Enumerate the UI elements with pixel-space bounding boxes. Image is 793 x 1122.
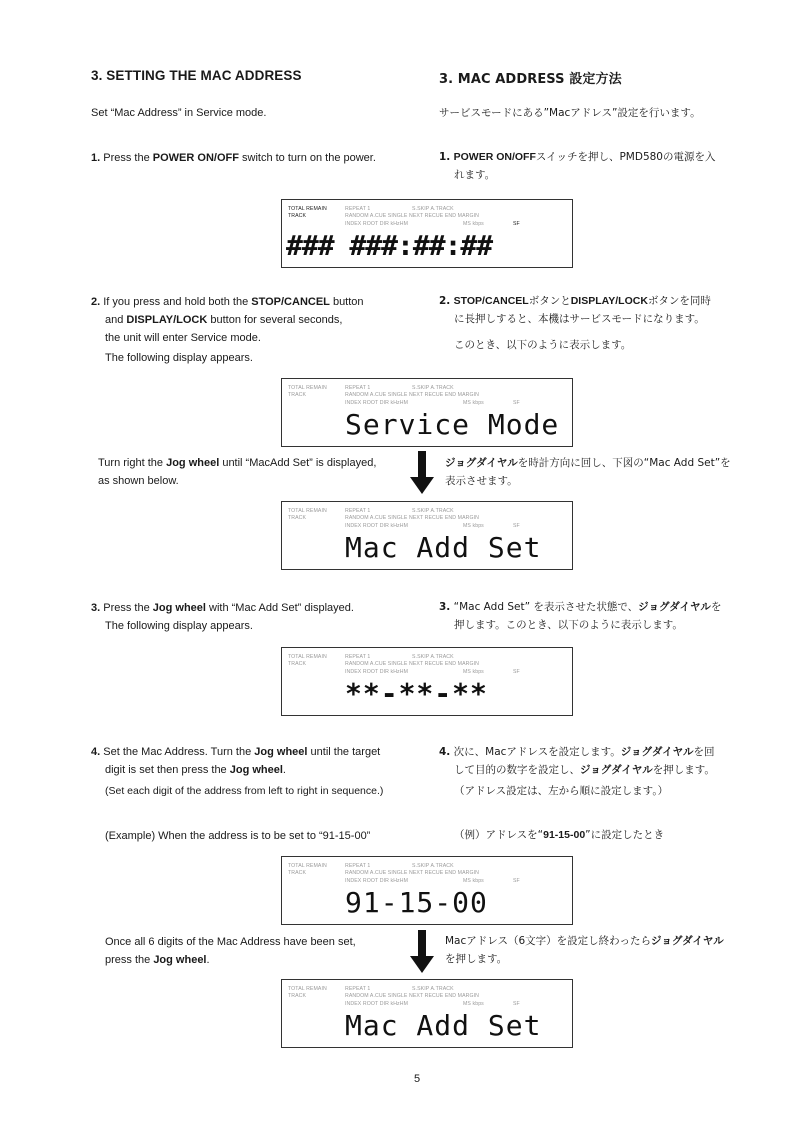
jog1-en — [98, 454, 376, 490]
text: until “MacAdd Set” is displayed, — [219, 457, 377, 469]
bold-text: 91-15-00 — [543, 829, 586, 841]
text: を押します。 — [445, 953, 508, 965]
bold-text: ジョグダイヤル — [651, 935, 724, 947]
page-number: 5 — [414, 1073, 421, 1085]
lcd-sf-label: SF — [513, 878, 520, 884]
lcd-row3-labels: INDEX ROOT DIR kHzHM — [345, 523, 409, 529]
intro-jp: サービスモードにある”Macアドレス”設定を行います。 — [439, 107, 701, 119]
bold-text: Jog wheel — [229, 764, 283, 776]
step-number: 3. — [439, 601, 451, 613]
lcd-display-address-blank — [281, 647, 573, 716]
lcd-row3-labels: INDEX ROOT DIR kHzHM — [345, 878, 409, 884]
text: press the — [105, 954, 154, 966]
step-number: 2. — [439, 295, 451, 307]
down-arrow-icon — [407, 930, 437, 974]
lcd-row2-labels: RANDOM A.CUE SINGLE NEXT RECUE END MARGIN — [345, 213, 479, 219]
final-en — [105, 933, 356, 969]
step2-en — [91, 293, 401, 367]
text: 押します。このとき、以下のように表示します。 — [454, 619, 683, 631]
lcd-row3-labels: INDEX ROOT DIR kHzHM — [345, 221, 409, 227]
jog1-jp — [445, 454, 755, 490]
bold-text: Jog wheel — [153, 954, 207, 966]
text: を回 — [693, 746, 715, 758]
text: れます。 — [454, 169, 496, 181]
lcd-repeat-label: REPEAT 1 — [345, 863, 371, 869]
step-number: 3. — [91, 602, 101, 614]
lcd-display-power-on — [281, 199, 573, 268]
text: button for several seconds, — [207, 314, 343, 326]
lcd-sf-label: SF — [513, 1001, 520, 1007]
text: until the target — [307, 746, 381, 758]
step1-jp — [439, 148, 759, 184]
step-number: 1. — [439, 151, 451, 163]
lcd-display-mac-add-set — [281, 501, 573, 570]
bold-text: POWER ON/OFF — [453, 151, 536, 163]
text: . — [206, 954, 210, 966]
text: に長押しすると、本機はサービスモードになります。 — [454, 313, 705, 325]
lcd-total-remain-label: TOTAL REMAIN — [288, 206, 327, 212]
lcd-sskip-label: S.SKIP A.TRACK — [412, 863, 454, 869]
lcd-ms-kbps-label: MS kbps — [463, 669, 484, 675]
lcd-row3-labels: INDEX ROOT DIR kHzHM — [345, 400, 409, 406]
step4-en — [91, 743, 383, 800]
bold-text: Jog wheel — [152, 602, 206, 614]
text: このとき、以下のように表示します。 — [454, 339, 632, 351]
lcd-track-label: TRACK — [288, 213, 307, 219]
text: ボタンを同時 — [647, 295, 711, 307]
lcd-repeat-label: REPEAT 1 — [345, 986, 371, 992]
example-jp — [454, 826, 664, 844]
lcd-display-address-example — [281, 856, 573, 925]
text: with “Mac Add Set” displayed. — [205, 602, 354, 614]
lcd-total-remain-label: TOTAL REMAIN — [288, 986, 327, 992]
text: button — [329, 296, 364, 308]
lcd-track-label: TRACK — [288, 993, 307, 999]
text: 次に、Macアドレスを設定します。 — [453, 746, 621, 758]
bold-text: STOP/CANCEL — [453, 295, 529, 307]
bold-text: ジョグダイヤル — [445, 457, 518, 469]
lcd-sskip-label: S.SKIP A.TRACK — [412, 986, 454, 992]
example-en: (Example) When the address is to be set to “91-15-00” — [105, 830, 371, 842]
text: して目的の数字を設定し、 — [454, 764, 580, 776]
step2-jp — [439, 292, 759, 354]
lcd-repeat-label: REPEAT 1 — [345, 508, 371, 514]
text: Press the — [103, 602, 153, 614]
lcd-sskip-label: S.SKIP A.TRACK — [412, 385, 454, 391]
text: Once all 6 digits of the Mac Address have been set, — [105, 936, 356, 948]
lcd-total-remain-label: TOTAL REMAIN — [288, 654, 327, 660]
heading-jp: 3. MAC ADDRESS 設定方法 — [439, 72, 622, 87]
lcd-total-remain-label: TOTAL REMAIN — [288, 385, 327, 391]
lcd-main-text: **-**-** — [345, 677, 488, 710]
lcd-display-mac-add-set-final — [281, 979, 573, 1048]
lcd-ms-kbps-label: MS kbps — [463, 400, 484, 406]
lcd-row2-labels: RANDOM A.CUE SINGLE NEXT RECUE END MARGIN — [345, 661, 479, 667]
lcd-sf-label: SF — [513, 523, 520, 529]
lcd-row2-labels: RANDOM A.CUE SINGLE NEXT RECUE END MARGIN — [345, 993, 479, 999]
lcd-ms-kbps-label: MS kbps — [463, 523, 484, 529]
step-number: 4. — [439, 746, 451, 758]
text: Set the Mac Address. Turn the — [103, 746, 255, 758]
lcd-sskip-label: S.SKIP A.TRACK — [412, 206, 454, 212]
text: digit is set then press the — [105, 764, 230, 776]
text: ”に設定したとき — [585, 829, 665, 841]
lcd-row3-labels: INDEX ROOT DIR kHzHM — [345, 669, 409, 675]
lcd-track-label: TRACK — [288, 392, 307, 398]
final-jp — [445, 932, 755, 968]
lcd-row3-labels: INDEX ROOT DIR kHzHM — [345, 1001, 409, 1007]
lcd-repeat-label: REPEAT 1 — [345, 385, 371, 391]
text: （アドレス設定は、左から順に設定します。） — [454, 785, 669, 797]
lcd-main-text: 91-15-00 — [345, 886, 488, 919]
lcd-repeat-label: REPEAT 1 — [345, 206, 371, 212]
text: ボタンと — [528, 295, 571, 307]
bold-text: Jog wheel — [166, 457, 220, 469]
lcd-repeat-label: REPEAT 1 — [345, 654, 371, 660]
text: 表示させます。 — [445, 475, 518, 487]
step3-jp — [439, 598, 759, 634]
lcd-track-label: TRACK — [288, 515, 307, 521]
lcd-display-service-mode — [281, 378, 573, 447]
step-number: 4. — [91, 746, 101, 758]
lcd-row2-labels: RANDOM A.CUE SINGLE NEXT RECUE END MARGIN — [345, 870, 479, 876]
intro-en: Set “Mac Address” in Service mode. — [91, 107, 267, 119]
text: (Set each digit of the address from left to right in sequence.) — [105, 785, 384, 797]
step-number: 2. — [91, 296, 101, 308]
text: Turn right the — [98, 457, 167, 469]
bold-text: ジョグダイヤル — [580, 764, 653, 776]
heading-en: 3. SETTING THE MAC ADDRESS — [91, 68, 302, 83]
text: Press the — [103, 152, 153, 164]
lcd-main-text: ### ###:##:## — [286, 229, 493, 262]
step-number: 1. — [91, 152, 101, 164]
lcd-total-remain-label: TOTAL REMAIN — [288, 508, 327, 514]
text: を押します。 — [652, 764, 715, 776]
bold-text: POWER ON/OFF — [152, 152, 239, 164]
lcd-main-text: Service Mode — [345, 408, 560, 441]
text: If you press and hold both the — [103, 296, 252, 308]
lcd-row2-labels: RANDOM A.CUE SINGLE NEXT RECUE END MARGIN — [345, 515, 479, 521]
lcd-sf-label: SF — [513, 400, 520, 406]
text: を時計方向に回し、下図の“Mac Add Set”を — [517, 457, 731, 469]
step1-en — [91, 149, 376, 167]
text: （例）アドレスを“ — [454, 829, 544, 841]
text: Macアドレス（6文字）を設定し終わったら — [445, 935, 652, 947]
text: The following display appears. — [105, 620, 253, 632]
down-arrow-icon — [407, 451, 437, 495]
lcd-sf-label: SF — [513, 221, 520, 227]
lcd-total-remain-label: TOTAL REMAIN — [288, 863, 327, 869]
bold-text: ジョグダイヤル — [638, 601, 711, 613]
bold-text: Jog wheel — [254, 746, 308, 758]
text: and — [105, 314, 127, 326]
lcd-sf-label: SF — [513, 669, 520, 675]
text: switch to turn on the power. — [238, 152, 376, 164]
lcd-sskip-label: S.SKIP A.TRACK — [412, 508, 454, 514]
lcd-sskip-label: S.SKIP A.TRACK — [412, 654, 454, 660]
step4-jp — [439, 743, 759, 800]
text: . — [282, 764, 286, 776]
step3-en — [91, 599, 354, 635]
text: as shown below. — [98, 475, 179, 487]
lcd-ms-kbps-label: MS kbps — [463, 221, 484, 227]
lcd-row2-labels: RANDOM A.CUE SINGLE NEXT RECUE END MARGIN — [345, 392, 479, 398]
lcd-main-text: Mac Add Set — [345, 1009, 542, 1042]
lcd-ms-kbps-label: MS kbps — [463, 1001, 484, 1007]
text: “Mac Add Set” を表示させた状態で、 — [453, 601, 639, 613]
text: を — [710, 601, 722, 613]
bold-text: STOP/CANCEL — [251, 296, 330, 308]
lcd-ms-kbps-label: MS kbps — [463, 878, 484, 884]
lcd-track-label: TRACK — [288, 661, 307, 667]
text: The following display appears. — [105, 352, 253, 364]
text: スイッチを押し、PMD580の電源を入 — [535, 151, 716, 163]
bold-text: ジョグダイヤル — [620, 746, 694, 758]
text: the unit will enter Service mode. — [105, 332, 261, 344]
bold-text: DISPLAY/LOCK — [126, 314, 208, 326]
lcd-main-text: Mac Add Set — [345, 531, 542, 564]
lcd-track-label: TRACK — [288, 870, 307, 876]
bold-text: DISPLAY/LOCK — [570, 295, 648, 307]
